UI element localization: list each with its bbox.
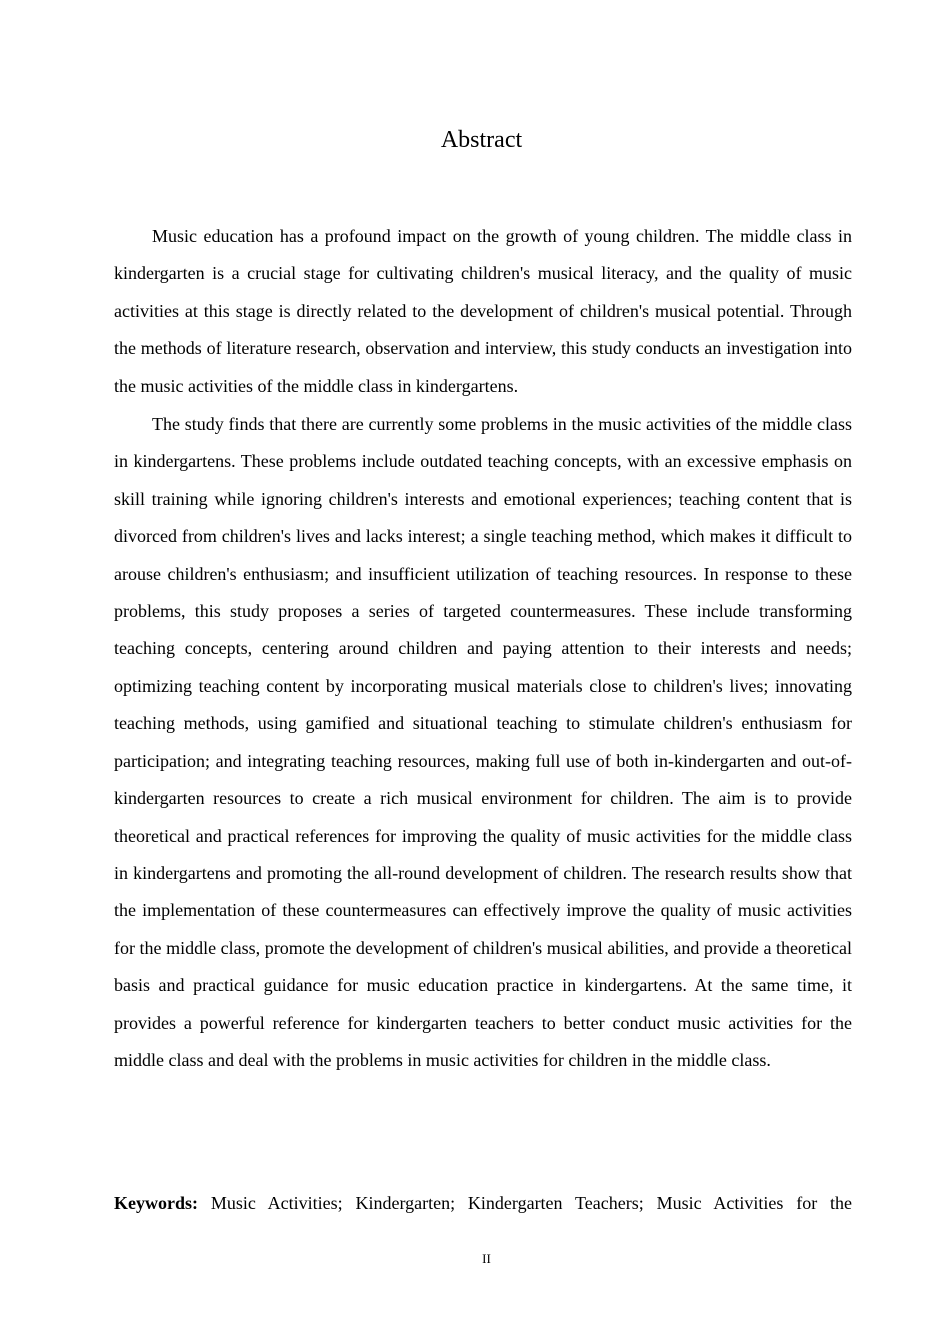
abstract-paragraph: Music education has a profound impact on the growth of young children. The middle class in kindergarten is a crucial stage for cultivating children's musical literacy, and the quality of music activities at this stage is directly related to the development of children's musical potential. Through the methods of literature research, observation and interview, this study conducts an investigation into the music activities of the middle class in kindergartens. xyxy=(114,226,852,396)
page-number: II xyxy=(482,1251,491,1266)
abstract-paragraph: The study finds that there are currently some problems in the music activities of the middle class in kindergartens. These problems include outdated teaching concepts, with an excessive emphasis on skill training while ignoring children's interests and emotional experiences; teaching content that is divorced from children's lives and lacks interest; a single teaching method, which makes it difficult to arouse children's enthusiasm; and insufficient utilization of teaching resources. In response to these problems, this study proposes a series of targeted countermeasures. These include transforming teaching concepts, centering around children and paying attention to their interests and needs; optimizing teaching content by incorporating musical materials close to children's lives; innovating teaching methods, using gamified and situational teaching to stimulate children's enthusiasm for participation; and integrating teaching resources, making full use of both in-kindergarten and out-of-kindergarten resources to create a rich musical environment for children. The aim is to provide theoretical and practical references for improving the quality of music activities for the middle class in kindergartens and promoting the all-round development of children. The research results show that the implementation of these countermeasures can effectively improve the quality of music activities for the middle class, promote the development of children's musical abilities, and provide a theoretical basis and practical guidance for music education practice in kindergartens. At the same time, it provides a powerful reference for kindergarten teachers to better conduct music activities for the middle class and deal with the problems in music activities for children in the middle class. xyxy=(114,414,852,1070)
abstract-body xyxy=(114,218,852,1080)
keywords-text: Music Activities; Kindergarten; Kindergarten Teachers; Music Activities for the xyxy=(210,1193,852,1213)
keywords-line xyxy=(114,1186,852,1220)
abstract-title: Abstract xyxy=(440,127,523,153)
keywords-label: Keywords: xyxy=(114,1193,198,1213)
